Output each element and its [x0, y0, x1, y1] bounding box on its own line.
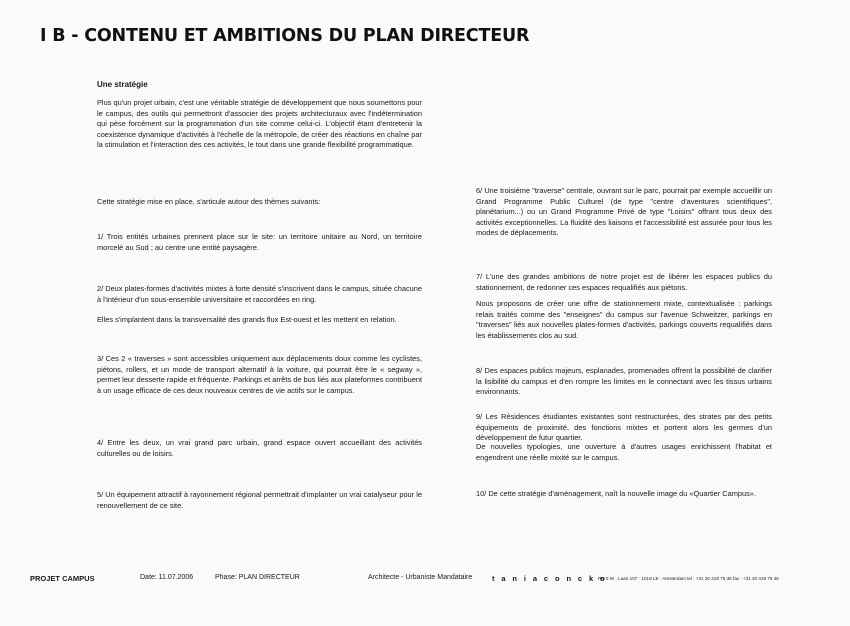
point-6: 6/ Une troisième "traverse" centrale, ouvrant sur le parc, pourrait par exemple accueillir un Grand Programme Public Culturel (de type "centre d'aventures scientifiques", planétarium...) ou un Grand Programme Privé de type "Loisirs" offrant tous deux des activités exceptionnelles. La fluidité des liaisons et l'accessibilité est assurée pour tous les modes de déplacements. — [476, 186, 772, 238]
intro-paragraph: Plus qu'un projet urbain, c'est une véritable stratégie de développement que nous soumettons pour le campus, des outils qui permettront d'associer des projets architecturaux avec l'indétermination qui pèse forcément sur la programmation d'un site comme celui-ci. L'objectif étant d'entretenir la coexistence dynamique d'activités à l'échelle de la métropole, de créer des réactions en chaîne par la stimulation et l'interaction des ces activités, le tout dans une grande flexibilité programmatique. — [97, 98, 422, 150]
point-2a: 2/ Deux plates-formes d'activités mixtes à forte densité s'inscrivent dans le campus, située chacune à l'intérieur d'un sous-ensemble universitaire et raccordées en ring. — [97, 284, 422, 304]
point-2b: Elles s'implantent dans la transversalité des grands flux Est-ouest et les mettent en relation. — [97, 315, 397, 324]
point-4: 4/ Entre les deux, un vrai grand parc urbain, grand espace ouvert accueillant des activités culturelles ou de loisirs. — [97, 438, 422, 458]
footer-date: Date: 11.07.2006 — [140, 574, 194, 581]
point-3: 3/ Ces 2 « traverses » sont accessibles uniquement aux déplacements doux comme les cyclistes, piétons, rollers, et un mode de transport alternatif à la voiture, qui pourrait être le « segway », permet leur desserte rapide et fréquente. Parkings et arrêts de bus liés aux plateformes contribuent à un usage efficace de ces deux nouveaux centres de vie actifs sur le campus. — [97, 354, 422, 395]
footer-brand: PROJET CAMPUS — [30, 574, 95, 583]
footer-phase: Phase: PLAN DIRECTEUR — [215, 574, 300, 581]
point-5: 5/ Un équipement attractif à rayonnement régional permettrait d'implanter un vrai catalyseur pour le renouvellement de ce site. — [97, 490, 422, 510]
section-subheading: Une stratégie — [97, 80, 148, 89]
point-9b: De nouvelles typologies, une ouverture à d'autres usages enrichissent l'habitat et engendrent une réelle mixité sur le campus. — [476, 442, 772, 462]
point-8: 8/ Des espaces publics majeurs, esplanades, promenades offrent la possibilité de clarifier la lisibilité du campus et d'en rompre les limites en le connectant avec les tissus urbains environnants. — [476, 366, 772, 397]
footer-firm: t a n i a c o n c k o — [492, 574, 607, 583]
footer — [0, 574, 850, 586]
page-title: I B - CONTENU ET AMBITIONS DU PLAN DIRECTEUR — [40, 26, 530, 46]
footer-address: RN 0 W · Laan 107 · 1019 LE · Amsterdam tel : +31 20 419 75 35 fax : +31 20 419 75 45 — [598, 576, 779, 581]
point-10: 10/ De cette stratégie d'aménagement, naît la nouvelle image du «Quartier Campus». — [476, 489, 756, 498]
lead-paragraph: Cette stratégie mise en place, s'articule autour des thèmes suivants: — [97, 197, 321, 206]
footer-role: Architecte - Urbaniste Mandataire — [368, 574, 473, 581]
point-7b: Nous proposons de créer une offre de stationnement mixte, contextualisée : parkings relais traités comme des "enseignes" du campus sur l'avenue Schweitzer, parkings en "traverses" liés aux nouvelles plates-formes d'activités, parkings couverts requalifiés dans les établissements clos au sud. — [476, 299, 772, 340]
point-9a: 9/ Les Résidences étudiantes existantes sont restructurées, des strates par des petits équipements de proximité, des fonctions mixtes et portent alors les germes d'un développement de futur quartier. — [476, 412, 772, 443]
point-7a: 7/ L'une des grandes ambitions de notre projet est de libérer les espaces publics du stationnement, de redonner ces espaces requalifiés aux piétons. — [476, 272, 772, 292]
point-1: 1/ Trois entités urbaines prennent place sur le site: un territoire unitaire au Nord, un territoire morcelé au Sud ; au centre une entité paysagère. — [97, 232, 422, 252]
